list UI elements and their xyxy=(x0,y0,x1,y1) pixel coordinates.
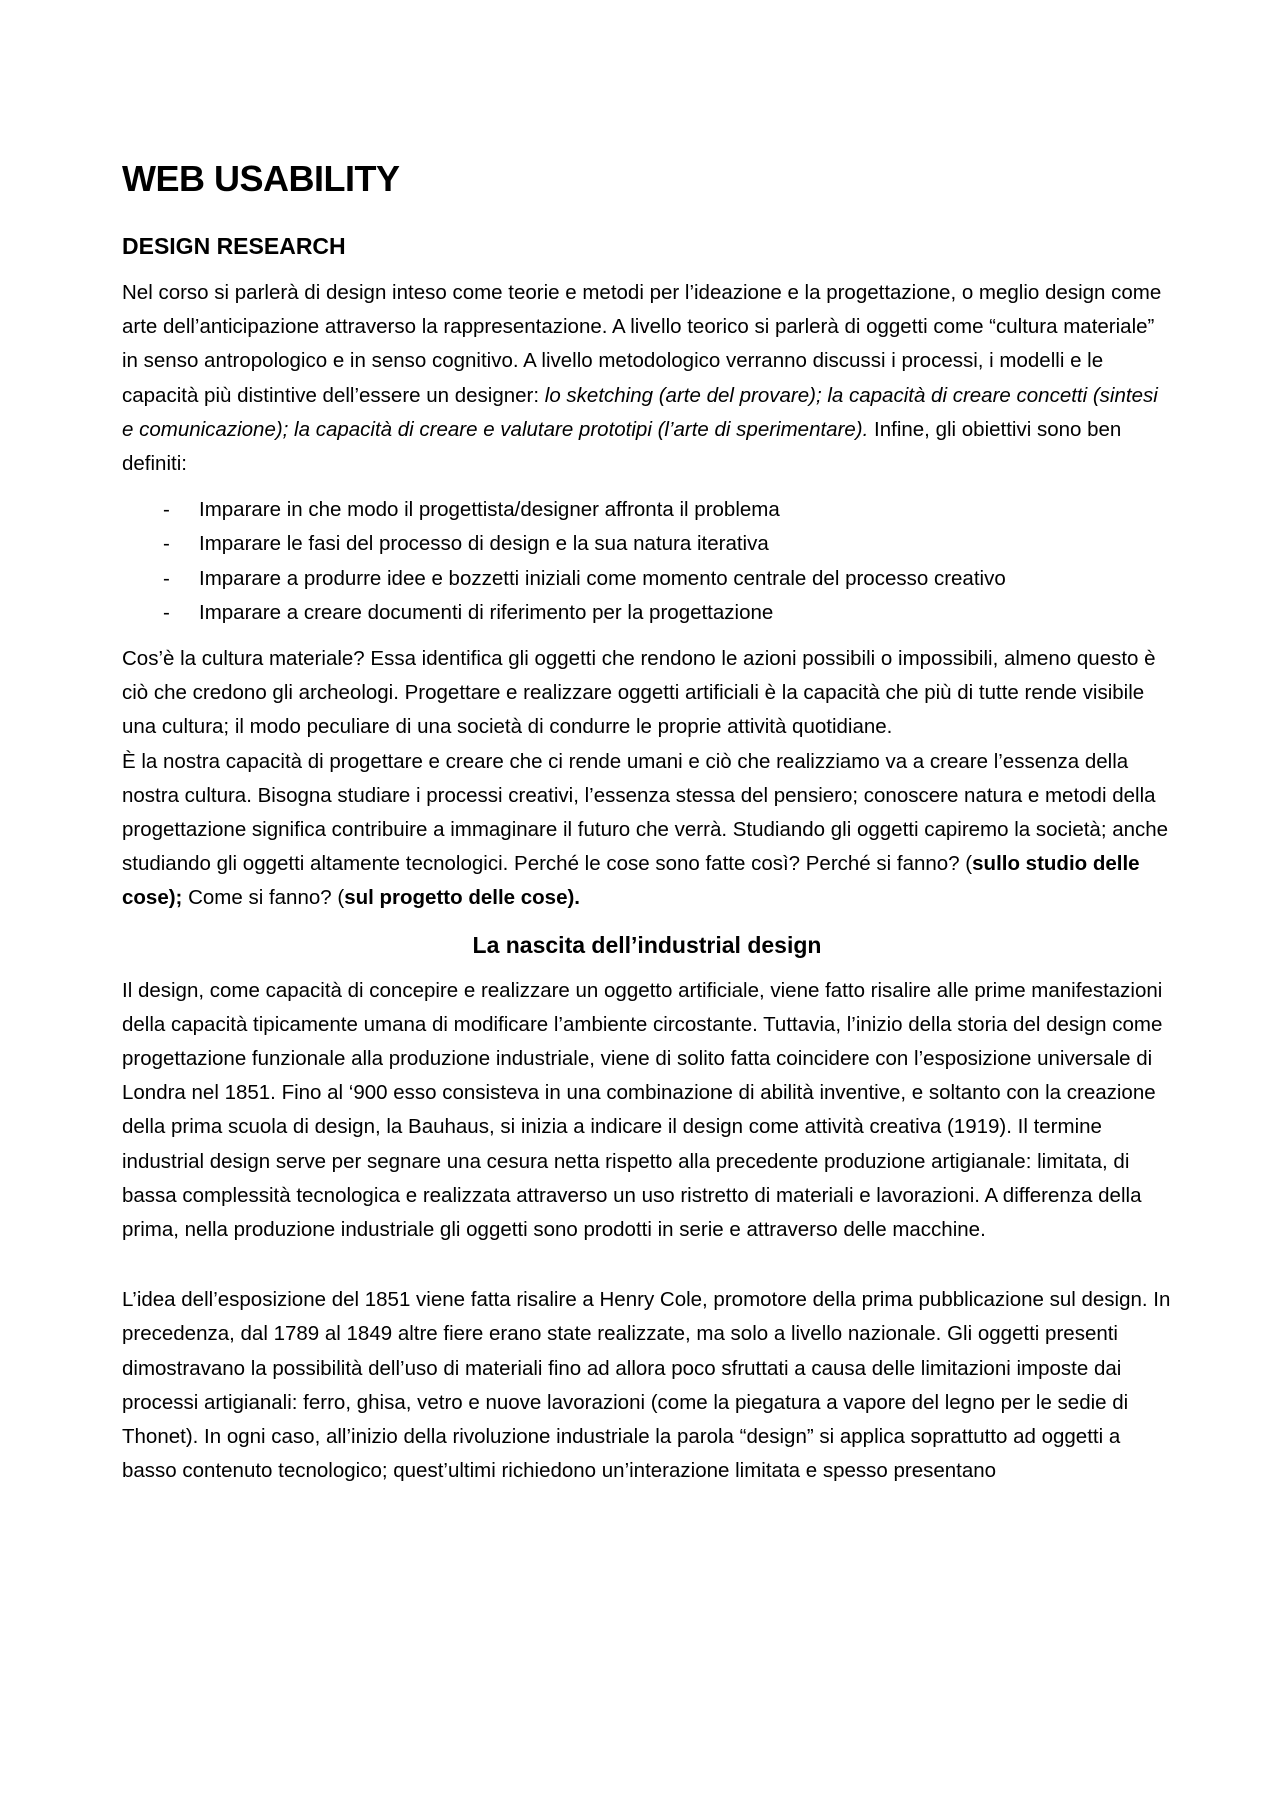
dash-bullet: - xyxy=(163,498,170,522)
intro-text: Nel corso si parlerà di design inteso come teorie e metodi per l’ideazione e la progettazione, o meglio design come arte dell’anticipazione attraverso la rappresentazione. A livello teorico si parlerà di oggetti come “cultura materiale” in senso antropologico e in senso cognitivo. A livello metodologico verranno discussi i processi, i modelli e le capacità più distintive dell’essere un designer: xyxy=(122,281,1162,407)
objectives-list xyxy=(122,493,1172,630)
list-item-text: Imparare in che modo il progettista/designer affronta il problema xyxy=(199,498,780,522)
culture-bold-text-1: sullo studio delle cose); xyxy=(122,852,1140,910)
document-title: WEB USABILITY xyxy=(122,158,400,199)
intro-text-end: Infine, gli obiettivi sono ben definiti: xyxy=(122,417,1122,476)
intro-italic-text: lo sketching (arte del provare); la capacità di creare concetti (sintesi e comunicazione); la capacità di creare e valutare prototipi (l’arte di sperimentare). xyxy=(122,383,1158,441)
culture-bold-text-2: sul progetto delle cose). xyxy=(344,886,580,910)
document-page xyxy=(122,156,1172,1489)
culture-text: È la nostra capacità di progettare e creare che ci rende umani e ciò che realizziamo va a creare l’essenza della nostra cultura. Bisogna studiare i processi creativi, l’essenza stessa del pensiero; conoscere natura e metodi della progettazione significa contribuire a immaginare il futuro che verrà. Studiando gli oggetti capiremo la società; anche studiando gli oggetti altamente tecnologici. Perché le cose sono fatte così? Perché si fanno? ( xyxy=(122,749,1169,876)
culture-text-mid: Come si fanno? ( xyxy=(182,886,345,910)
birth-paragraph-1: Il design, come capacità di concepire e realizzare un oggetto artificiale, viene fatto risalire alle prime manifestazioni della capacità tipicamente umana di modificare l’ambiente circostante. Tuttavia, l’inizio della storia del design come progettazione funzionale alla produzione industriale, viene di solito fatta coincidere con l’esposizione universale di Londra nel 1851. Fino al ‘900 esso consisteva in una combinazione di abilità inventive, e soltanto con la creazione della prima scuola di design, la Bauhaus, si inizia a indicare il design come attività creativa (1919). Il termine industrial design serve per segnare una cesura netta rispetto alla precedente produzione artigianale: limitata, di bassa complessità tecnologica e realizzata attraverso un uso ristretto di materiali e lavorazioni. A differenza della prima, nella produzione industriale gli oggetti sono prodotti in serie e attraverso delle macchine. xyxy=(122,978,1163,1242)
dash-bullet: - xyxy=(163,532,170,556)
list-item-text: Imparare a produrre idee e bozzetti iniziali come momento centrale del processo creativo xyxy=(199,566,1006,590)
list-item-text: Imparare le fasi del processo di design e la sua natura iterativa xyxy=(199,532,769,556)
dash-bullet: - xyxy=(163,600,170,624)
dash-bullet: - xyxy=(163,566,170,590)
paragraph-spacer xyxy=(122,1247,1172,1283)
list-item xyxy=(122,562,1172,596)
intro-paragraph xyxy=(122,276,1172,481)
list-item xyxy=(122,527,1172,561)
list-item xyxy=(122,596,1172,630)
list-item-text: Imparare a creare documenti di riferimento per la progettazione xyxy=(199,600,774,624)
section-heading: La nascita dell’industrial design xyxy=(472,931,822,958)
list-item xyxy=(122,493,1172,527)
culture-paragraph-1: Cos’è la cultura materiale? Essa identifica gli oggetti che rendono le azioni possibili o impossibili, almeno questo è ciò che credono gli archeologi. Progettare e realizzare oggetti artificiali è la capacità che più di tutte rende visibile una cultura; il modo peculiare di una società di condurre le proprie attività quotidiane. xyxy=(122,647,1156,739)
section-subtitle: DESIGN RESEARCH xyxy=(122,233,346,259)
culture-paragraph-2 xyxy=(122,745,1172,916)
birth-paragraph-2: L’idea dell’esposizione del 1851 viene fatta risalire a Henry Cole, promotore della prima pubblicazione sul design. In precedenza, dal 1789 al 1849 altre fiere erano state realizzate, ma solo a livello nazionale. Gli oggetti presenti dimostravano la possibilità dell’uso di materiali fino ad allora poco sfruttati a causa delle limitazioni imposte dai processi artigianali: ferro, ghisa, vetro e nuove lavorazioni (come la piegatura a vapore del legno per le sedie di Thonet). In ogni caso, all’inizio della rivoluzione industriale la parola “design” si applica soprattutto ad oggetti a basso contenuto tecnologico; quest’ultimi richiedono un’interazione limitata e spesso presentano xyxy=(122,1288,1171,1483)
